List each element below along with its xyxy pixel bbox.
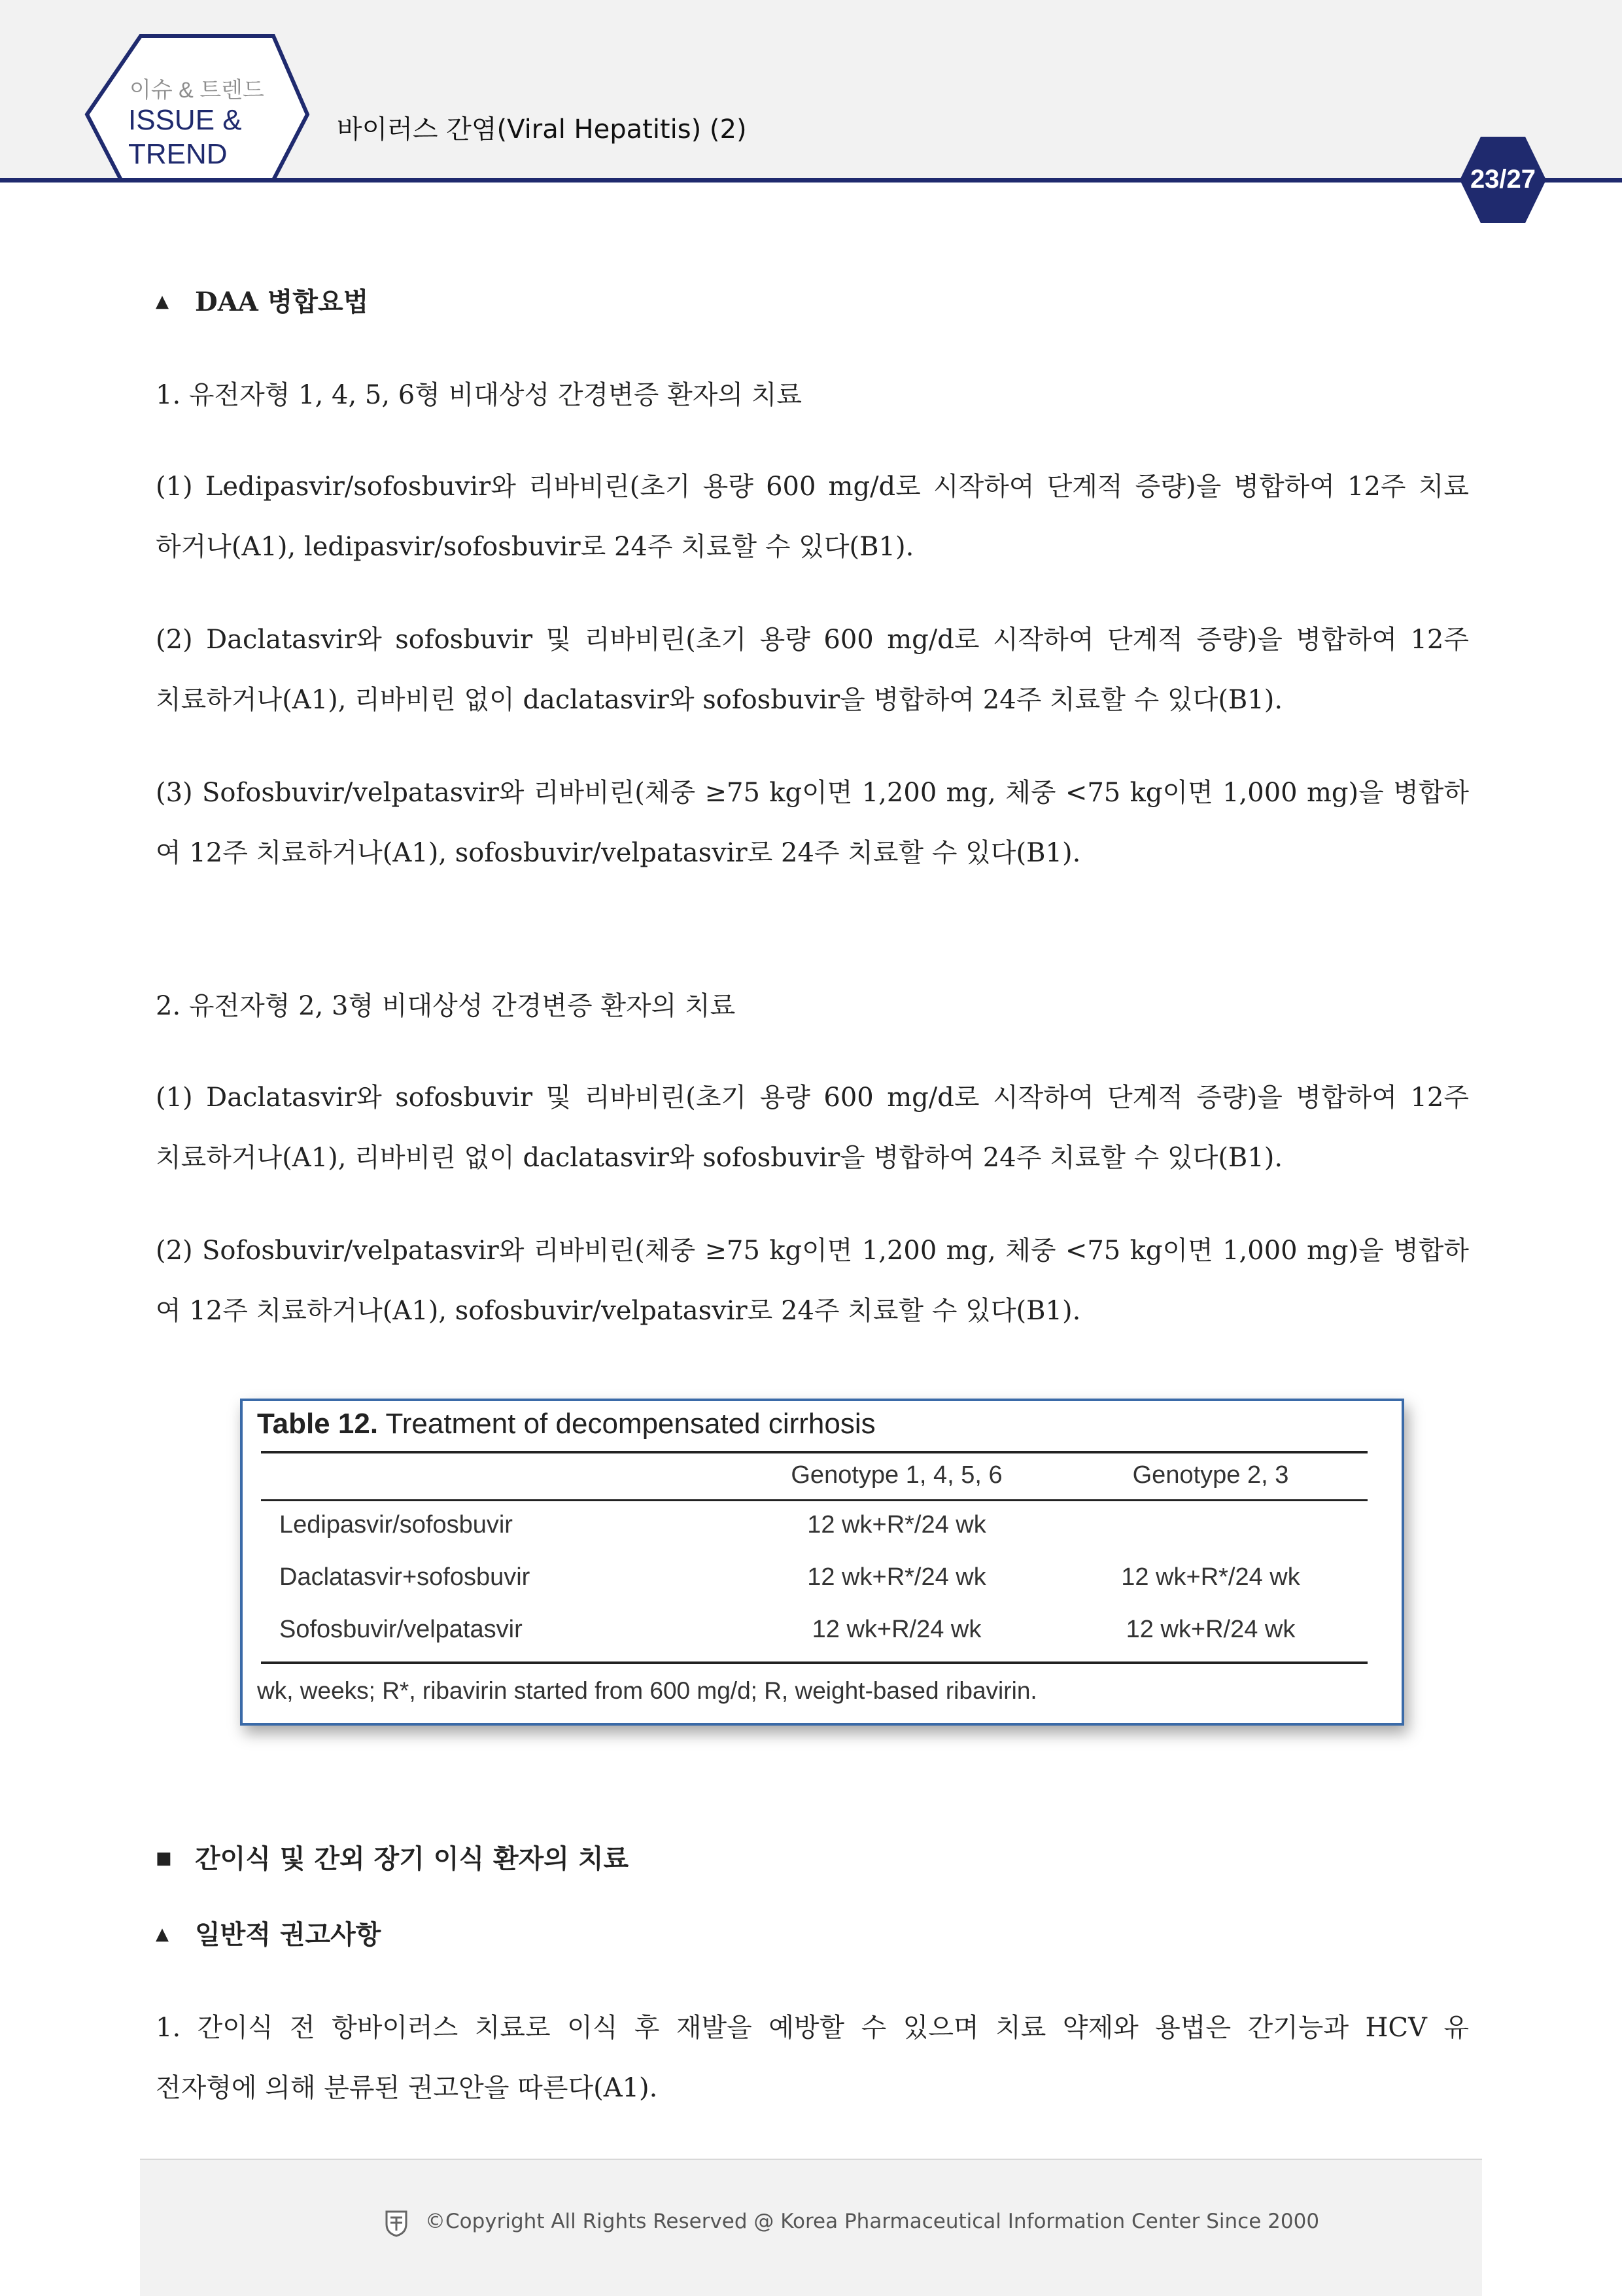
badge-english-line1: ISSUE & <box>128 104 242 136</box>
table-12-figure <box>240 1399 1404 1726</box>
table-header-rule <box>261 1499 1368 1501</box>
item1-para1-line2: 하거나(A1), ledipasvir/sofosbuvir로 24주 치료할 수 있다(B1). <box>156 532 914 562</box>
table-title-number: Table 12. <box>257 1408 379 1440</box>
item2-para1-line1: (1) Daclatasvir와 sofosbuvir 및 리바비린(초기 용량 600 mg/d로 시작하여 단계적 증량)을 병합하여 12주 <box>156 1083 1469 1113</box>
table-top-rule <box>261 1451 1368 1453</box>
table-title <box>257 1408 876 1440</box>
table-row-g1456: 12 wk+R/24 wk <box>812 1616 982 1643</box>
table-row-drug: Sofosbuvir/velpatasvir <box>279 1616 523 1643</box>
triangle-up-icon: ▲ <box>156 1924 169 1944</box>
table-footnote: wk, weeks; R*, ribavirin started from 600 mg/d; R, weight-based ribavirin. <box>257 1677 1037 1704</box>
sec3-para1-line1: 1. 간이식 전 항바이러스 치료로 이식 후 재발을 예방할 수 있으며 치료 약제와 용법은 간기능과 HCV 유 <box>156 2013 1469 2043</box>
header-divider <box>0 178 1622 183</box>
square-icon: ■ <box>156 1849 172 1868</box>
item2-para2-line1: (2) Sofosbuvir/velpatasvir와 리바비린(체중 ≥75 kg이면 1,200 mg, 체중 <75 kg이면 1,000 mg)을 병합하 <box>156 1236 1469 1266</box>
copyright-notice: ©Copyright All Rights Reserved @ Korea Pharmaceutical Information Center Since 2000 <box>425 2210 1320 2233</box>
section-heading-transplant <box>156 1838 629 1875</box>
item1-para1-line1: (1) Ledipasvir/sofosbuvir와 리바비린(초기 용량 600 mg/d로 시작하여 단계적 증량)을 병합하여 12주 치료 <box>156 472 1469 502</box>
item1-para3-line1: (3) Sofosbuvir/velpatasvir와 리바비린(체중 ≥75 kg이면 1,200 mg, 체중 <75 kg이면 1,000 mg)을 병합하 <box>156 778 1469 808</box>
table-row-drug: Ledipasvir/sofosbuvir <box>279 1511 513 1539</box>
item2-heading: 2. 유전자형 2, 3형 비대상성 간경변증 환자의 치료 <box>156 991 736 1021</box>
table-row-drug: Daclatasvir+sofosbuvir <box>279 1563 530 1591</box>
table-row-g23: 12 wk+R/24 wk <box>1126 1616 1296 1643</box>
table-header-genotype-23: Genotype 2, 3 <box>1132 1461 1289 1489</box>
table-row-g1456: 12 wk+R*/24 wk <box>807 1511 986 1539</box>
triangle-up-icon: ▲ <box>156 292 169 311</box>
sec3-para1-line2: 전자형에 의해 분류된 권고안을 따른다(A1). <box>156 2073 658 2103</box>
section-heading-text: 일반적 권고사항 <box>195 1919 381 1950</box>
badge-korean-label: 이슈 & 트렌드 <box>129 78 264 103</box>
kpic-shield-icon <box>385 2210 408 2237</box>
page-number: 23/27 <box>1470 165 1536 194</box>
section-heading-text: 간이식 및 간외 장기 이식 환자의 치료 <box>195 1843 629 1874</box>
table-row-g23: 12 wk+R*/24 wk <box>1121 1563 1300 1591</box>
item1-para2-line2: 치료하거나(A1), 리바비린 없이 daclatasvir와 sofosbuvir을 병합하여 24주 치료할 수 있다(B1). <box>156 685 1283 715</box>
table-header-genotype-1456: Genotype 1, 4, 5, 6 <box>791 1461 1003 1489</box>
table-bottom-rule <box>261 1661 1368 1664</box>
table-row-g1456: 12 wk+R*/24 wk <box>807 1563 986 1591</box>
item1-para2-line1: (2) Daclatasvir와 sofosbuvir 및 리바비린(초기 용량 600 mg/d로 시작하여 단계적 증량)을 병합하여 12주 <box>156 625 1469 655</box>
item2-para2-line2: 여 12주 치료하거나(A1), sofosbuvir/velpatasvir로 24주 치료할 수 있다(B1). <box>156 1296 1081 1326</box>
item2-para1-line2: 치료하거나(A1), 리바비린 없이 daclatasvir와 sofosbuvir을 병합하여 24주 치료할 수 있다(B1). <box>156 1143 1283 1173</box>
page-title: 바이러스 간염(Viral Hepatitis) (2) <box>337 114 747 145</box>
badge-english-line2: TREND <box>128 138 228 170</box>
item1-para3-line2: 여 12주 치료하거나(A1), sofosbuvir/velpatasvir로 24주 치료할 수 있다(B1). <box>156 838 1081 868</box>
table-title-text: Treatment of decompensated cirrhosis <box>378 1408 876 1440</box>
section-heading-general <box>156 1914 381 1951</box>
section-heading-daa <box>156 281 368 319</box>
section-heading-text: DAA 병합요법 <box>195 287 369 317</box>
item1-heading: 1. 유전자형 1, 4, 5, 6형 비대상성 간경변증 환자의 치료 <box>156 380 802 410</box>
